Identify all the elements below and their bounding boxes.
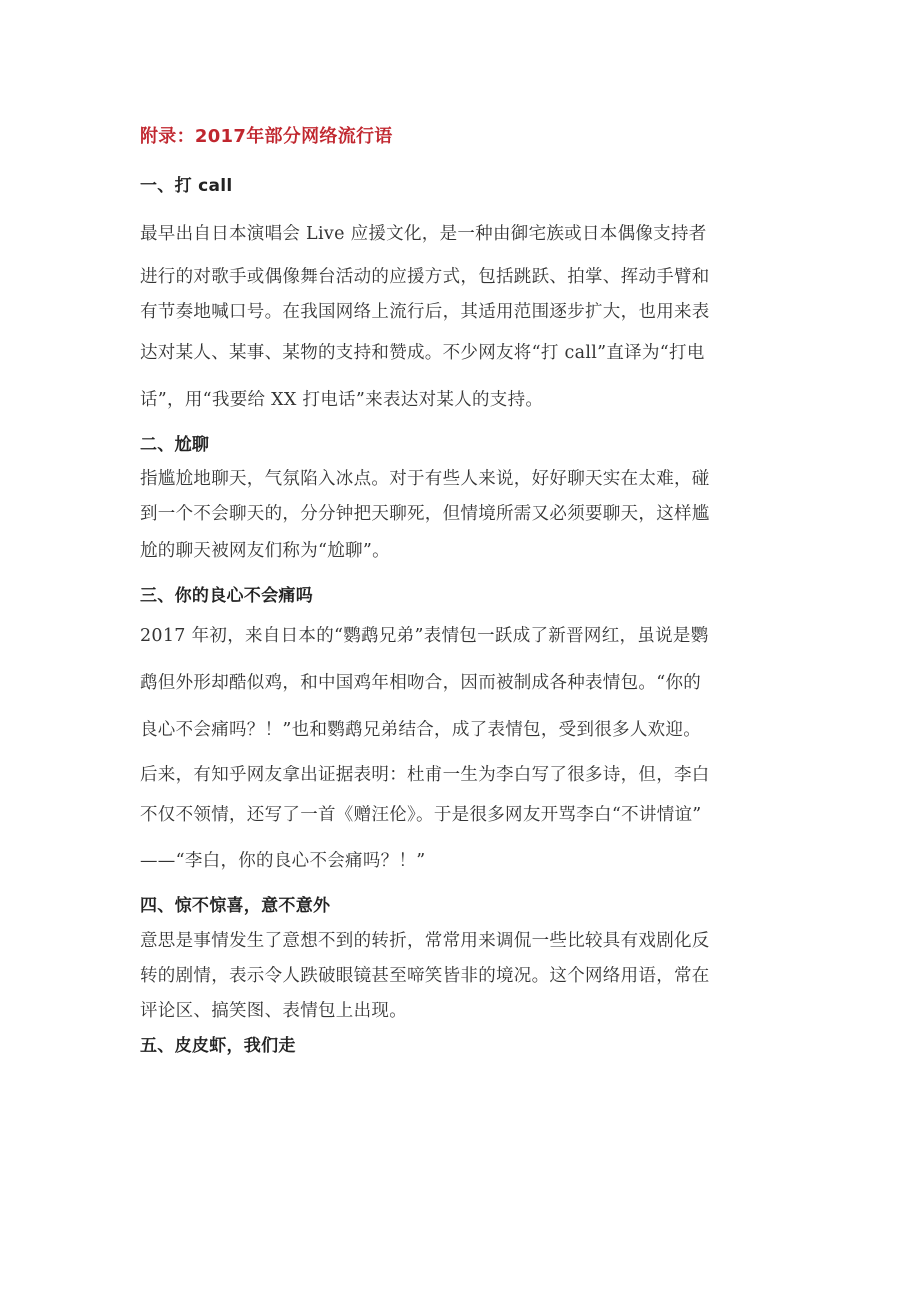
section-1-line-1: 最早出自日本演唱会 Live 应援文化，是一种由御宅族或日本偶像支持者 <box>140 224 707 244</box>
section-3-line-2: 鹉但外形却酷似鸡，和中国鸡年相吻合，因而被制成各种表情包。“你的 <box>140 673 702 693</box>
section-3-line-4: 后来，有知乎网友拿出证据表明：杜甫一生为李白写了很多诗，但，李白 <box>140 765 710 785</box>
section-2-line-3: 尬的聊天被网友们称为“尬聊”。 <box>140 541 390 561</box>
section-heading-1: 一、打 call <box>140 176 233 196</box>
section-heading-4: 四、惊不惊喜，意不意外 <box>140 896 331 916</box>
section-4-line-1: 意思是事情发生了意想不到的转折，常常用来调侃一些比较具有戏剧化反 <box>140 931 710 951</box>
section-heading-5: 五、皮皮虾，我们走 <box>140 1036 296 1056</box>
section-3-line-1: 2017 年初，来自日本的“鹦鹉兄弟”表情包一跃成了新晋网红，虽说是鹦 <box>140 626 709 646</box>
document-title: 附录：2017年部分网络流行语 <box>140 126 393 147</box>
section-3-line-3: 良心不会痛吗？！”也和鹦鹉兄弟结合，成了表情包，受到很多人欢迎。 <box>140 720 702 740</box>
section-heading-3: 三、你的良心不会痛吗 <box>140 586 313 606</box>
section-3-line-5: 不仅不领情，还写了一首《赠汪伦》。于是很多网友开骂李白“不讲情谊” <box>140 805 702 825</box>
section-1-line-5: 话”，用“我要给 XX 打电话”来表达对某人的支持。 <box>140 390 544 410</box>
section-heading-2: 二、尬聊 <box>140 435 210 455</box>
section-3-line-6: ——“李白，你的良心不会痛吗？！” <box>140 851 426 871</box>
section-1-line-4: 达对某人、某事、某物的支持和赞成。不少网友将“打 call”直译为“打电 <box>140 343 705 363</box>
section-1-line-3: 有节奏地喊口号。在我国网络上流行后，其适用范围逐步扩大，也用来表 <box>140 302 710 322</box>
section-2-line-1: 指尴尬地聊天，气氛陷入冰点。对于有些人来说，好好聊天实在太难，碰 <box>140 469 710 489</box>
section-4-line-2: 转的剧情，表示令人跌破眼镜甚至啼笑皆非的境况。这个网络用语，常在 <box>140 966 710 986</box>
section-1-line-2: 进行的对歌手或偶像舞台活动的应援方式，包括跳跃、拍掌、挥动手臂和 <box>140 267 710 287</box>
section-2-line-2: 到一个不会聊天的，分分钟把天聊死，但情境所需又必须要聊天，这样尴 <box>140 504 710 524</box>
section-4-line-3: 评论区、搞笑图、表情包上出现。 <box>140 1001 407 1021</box>
